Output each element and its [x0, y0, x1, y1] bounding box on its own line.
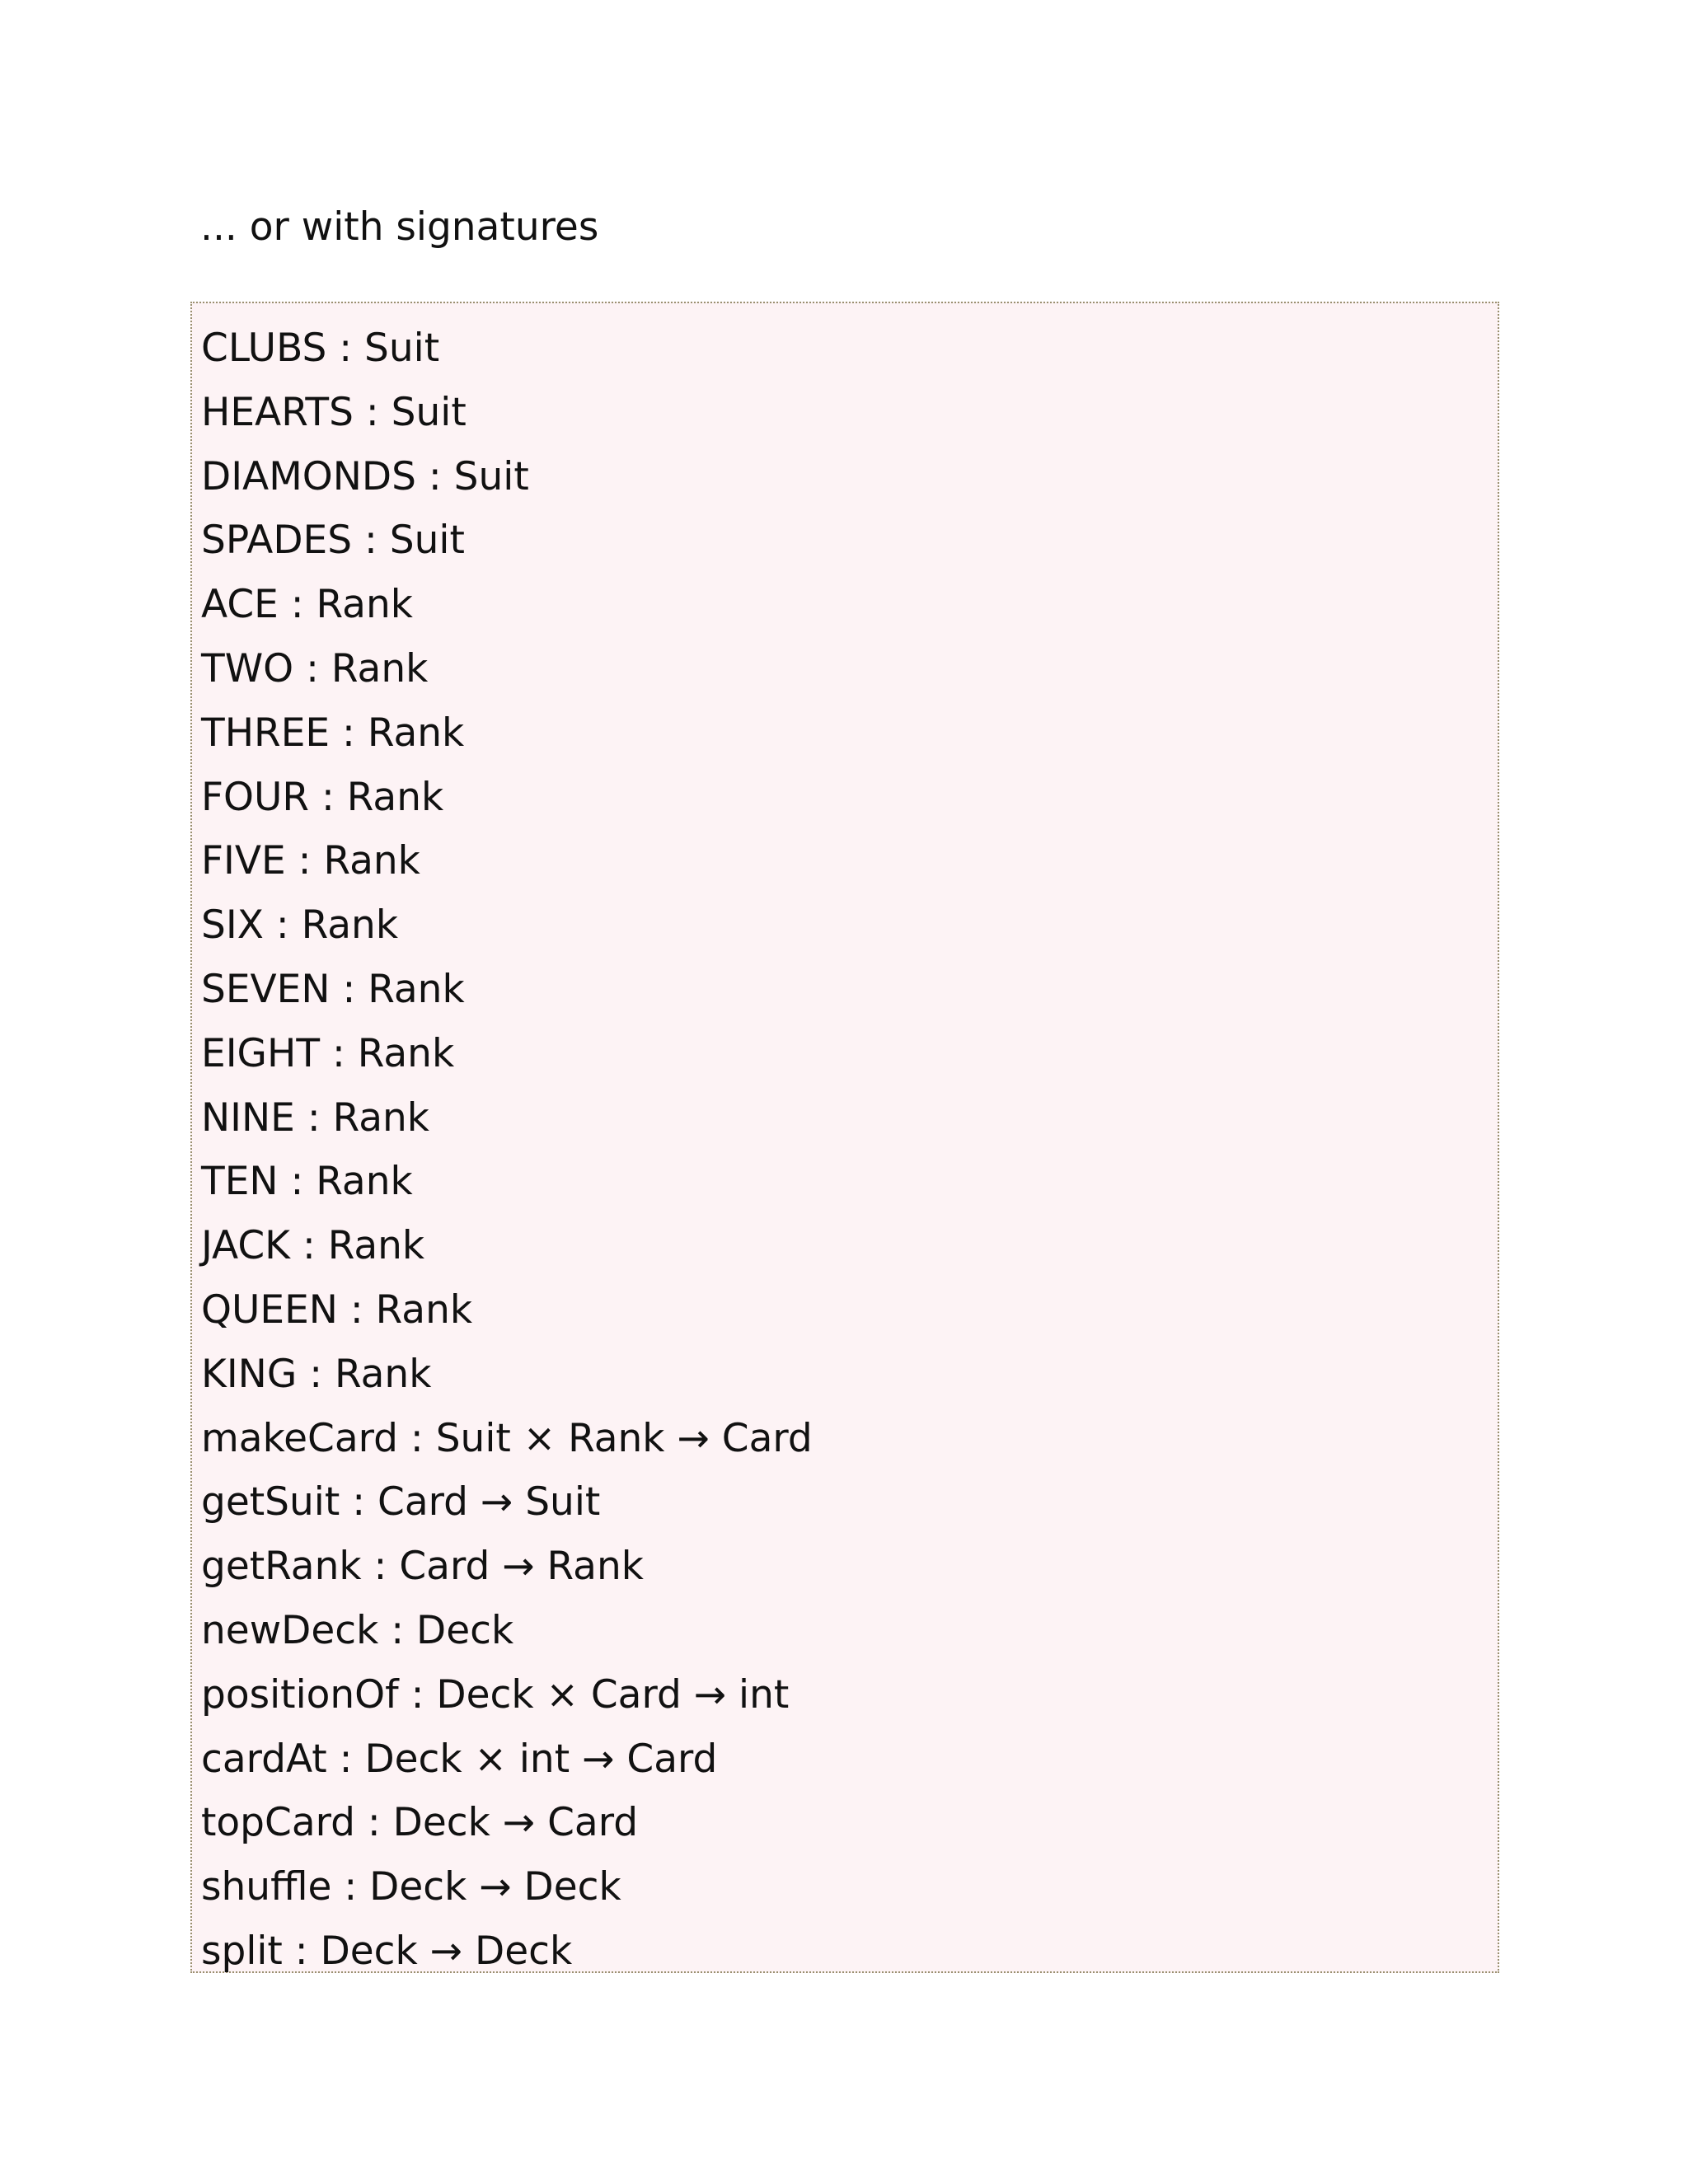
signature-line: split : Deck → Deck [201, 1928, 573, 1974]
signature-line: positionOf : Deck × Card → int [201, 1671, 790, 1718]
signature-line: getRank : Card → Rank [201, 1544, 644, 1590]
signature-line: SIX : Rank [201, 902, 399, 949]
signature-line: ACE : Rank [201, 582, 413, 628]
signature-line: KING : Rank [201, 1351, 432, 1397]
signature-line: CLUBS : Suit [201, 326, 440, 371]
signature-box [190, 302, 1499, 1973]
signature-line: NINE : Rank [201, 1094, 430, 1141]
signature-line: makeCard : Suit × Rank → Card [201, 1415, 813, 1461]
signature-line: FOUR : Rank [201, 774, 444, 820]
intro-text: ... or with signatures [200, 204, 599, 250]
signature-line: JACK : Rank [201, 1223, 425, 1269]
signature-line: THREE : Rank [201, 710, 465, 756]
signature-line: QUEEN : Rank [201, 1286, 473, 1333]
signature-line: shuffle : Deck → Deck [201, 1864, 621, 1910]
signature-line: SEVEN : Rank [201, 966, 465, 1012]
signature-line: DIAMONDS : Suit [201, 453, 529, 499]
signature-line: TWO : Rank [201, 645, 429, 691]
signature-line: newDeck : Deck [201, 1607, 514, 1653]
signature-line: topCard : Deck → Card [201, 1800, 639, 1846]
signature-line: FIVE : Rank [201, 838, 420, 884]
signature-line: getSuit : Card → Suit [201, 1479, 601, 1526]
signature-line: cardAt : Deck × int → Card [201, 1736, 718, 1782]
signature-line: HEARTS : Suit [201, 389, 467, 435]
signature-line: SPADES : Suit [201, 518, 465, 564]
signature-line: TEN : Rank [201, 1159, 413, 1205]
signature-line: EIGHT : Rank [201, 1030, 455, 1076]
